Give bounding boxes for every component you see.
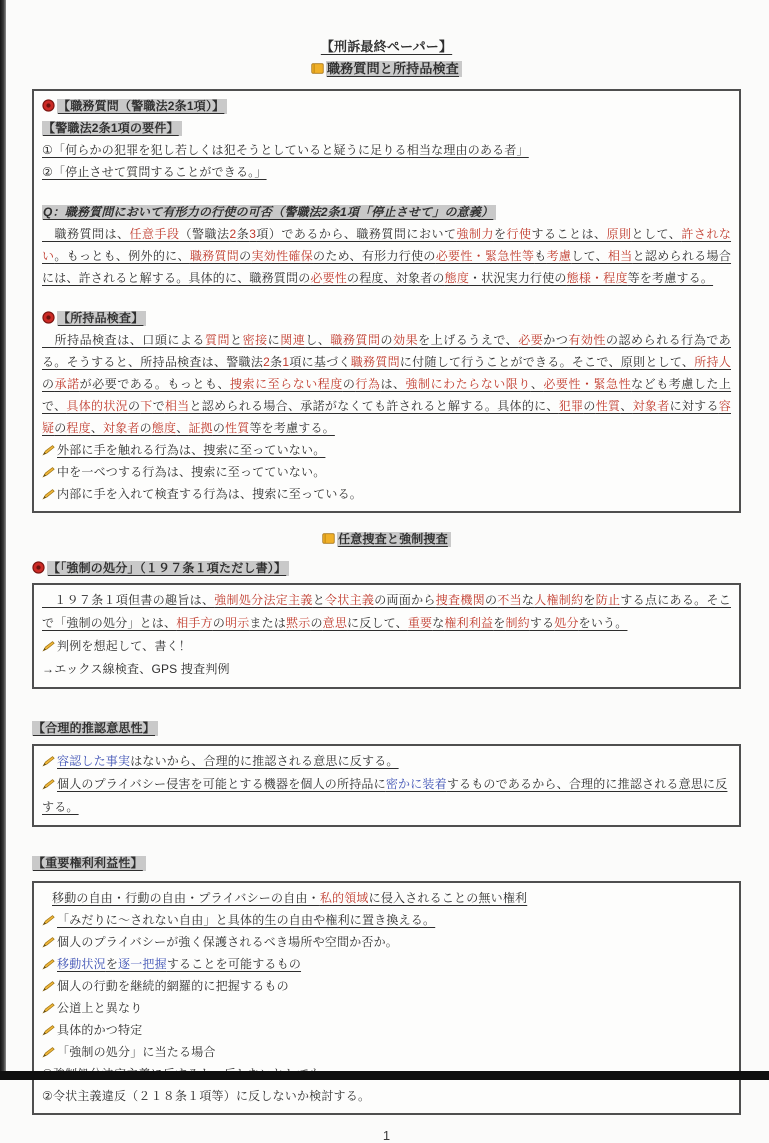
highlighted-text xyxy=(32,856,146,871)
box-kyosei-shobun xyxy=(32,583,741,689)
photo-bottom-edge xyxy=(0,1071,769,1080)
text-run: を上げるうえで、 xyxy=(418,333,519,347)
text-run: 容認した事実 xyxy=(57,754,131,768)
text-run: 、 xyxy=(90,421,104,435)
text-run: 防止 xyxy=(595,593,621,607)
document-page xyxy=(6,0,763,1143)
text-run: に付随して行うことができる。そこで、原則として、 xyxy=(399,355,695,369)
text-run: 性質 xyxy=(225,421,250,435)
text-run: 有効性 xyxy=(568,333,606,347)
highlighted-text xyxy=(42,121,182,136)
text-run: 職務質問 xyxy=(189,249,240,263)
text-run: ・状況実力行使の xyxy=(469,271,567,285)
text-run: ②令状主義違反（２１８条１項等）に反しないか検討する。 xyxy=(42,1089,371,1103)
text-run: 【「強制の処分」（１９７条１項ただし書）】 xyxy=(48,561,287,575)
text-run: Q：職務質問において有形力の行使の可否（警職法2条1項「停止させて」の意義） xyxy=(43,205,494,219)
text-run: 「みだりに～されない自由」と具体的生の自由や権利に置き換える。 xyxy=(57,913,436,927)
text-run: 強制力 xyxy=(456,227,494,241)
doc-line xyxy=(42,887,731,909)
text-run: は、 xyxy=(380,377,406,391)
red-target-icon xyxy=(42,311,55,324)
text-run: 許されない xyxy=(42,227,732,263)
text-run: 原則 xyxy=(606,227,632,241)
text-run: 関連 xyxy=(280,333,306,347)
pencil-icon xyxy=(42,487,55,500)
heading-gouriteki-suinin xyxy=(32,717,741,739)
text-run: １９７条１項但書の趣旨は、 xyxy=(42,593,215,607)
text-run: の xyxy=(239,249,252,263)
text-run: 密接 xyxy=(242,333,268,347)
text-run: 、 xyxy=(620,399,633,413)
heading-juyo-kenri xyxy=(32,852,741,874)
doc-line xyxy=(42,161,731,183)
page-number: 1 xyxy=(382,1128,391,1143)
text-run: 職務質問は、 xyxy=(42,227,130,241)
text-run: 意思 xyxy=(322,616,348,630)
text-run: 、 xyxy=(530,377,544,391)
text-run: と xyxy=(312,593,325,607)
blank-line xyxy=(42,289,731,307)
text-run: なども考慮した上で、 xyxy=(42,377,732,413)
section-juyo-kenri xyxy=(32,852,741,874)
red-target-icon xyxy=(42,99,55,112)
highlighted-text xyxy=(47,561,289,576)
text-run: を xyxy=(493,616,506,630)
heading-shojihin-kensa xyxy=(42,307,731,329)
page-title xyxy=(32,36,741,58)
text-run: 【警職法2条1項の要件】 xyxy=(43,121,179,135)
pencil-icon xyxy=(42,957,55,970)
text-run: の xyxy=(380,333,394,347)
text-run: 相当 xyxy=(164,399,190,413)
highlighted-text xyxy=(57,99,227,114)
text-run: 所持品検査は、口頭による xyxy=(42,333,205,347)
highlighted-text xyxy=(326,61,462,77)
text-run: することは、 xyxy=(531,227,607,241)
text-run: の xyxy=(484,593,498,607)
text-run: 黙示 xyxy=(286,616,311,630)
heading-kyosei-shobun xyxy=(32,557,741,579)
text-run: の両面から xyxy=(374,593,436,607)
heading-yoken xyxy=(42,117,731,139)
text-run: 対象者 xyxy=(632,399,670,413)
book-icon xyxy=(311,62,324,75)
text-run: 内部に手を入れて検査する行為は、捜索に至っている。 xyxy=(57,487,363,501)
text-run: として、 xyxy=(631,227,682,241)
text-run: 任意捜査と強制捜査 xyxy=(338,532,448,546)
text-run: に反して、 xyxy=(347,616,408,630)
text-run: 容疑 xyxy=(42,399,731,435)
text-run: 必要性・緊急性 xyxy=(543,377,632,391)
text-run: 個人のプライバシーが強く保護されるべき場所や空間か否か。 xyxy=(57,935,399,949)
text-run: して、 xyxy=(571,249,608,263)
doc-line xyxy=(42,439,731,461)
text-run: に xyxy=(267,333,281,347)
text-run: 3 xyxy=(249,227,257,241)
text-run: 強制処分法定主義 xyxy=(214,593,313,607)
text-run: 必要性 xyxy=(310,271,348,285)
text-run: 証拠 xyxy=(188,421,213,435)
text-run: と xyxy=(230,333,243,347)
blank-line xyxy=(42,183,731,201)
doc-line xyxy=(42,461,731,483)
text-run: 強制にわたらない限り xyxy=(405,377,531,391)
text-run: に侵入されることの無い権利 xyxy=(368,891,528,905)
text-run: に対する xyxy=(669,399,719,413)
section-kyosei-shobun xyxy=(32,557,741,579)
box-shokumu-shitsumon xyxy=(32,89,741,513)
text-run: 等を考慮する。 xyxy=(627,271,714,285)
text-run: が必要である。もっとも、 xyxy=(79,377,231,391)
text-run: 考慮 xyxy=(546,249,572,263)
text-run: の xyxy=(583,399,596,413)
text-run: の xyxy=(212,616,226,630)
text-run: 【職務質問（警職法2条1項）】 xyxy=(58,99,225,113)
text-run: 態度 xyxy=(151,421,177,435)
text-run: 、 xyxy=(176,421,189,435)
photo-left-edge xyxy=(0,0,6,1080)
doc-line xyxy=(42,329,731,439)
heading-q-yukeiryoku xyxy=(42,201,731,223)
doc-line xyxy=(42,1085,731,1107)
text-run: 承諾 xyxy=(54,377,80,391)
section-heading-nini-kyosei xyxy=(32,528,741,550)
text-run: 移動の自由・行動の自由・プライバシーの自由・ xyxy=(52,891,320,905)
text-run: を xyxy=(105,957,119,971)
text-run: 実効性確保 xyxy=(251,249,314,263)
text-run: 条 xyxy=(236,227,250,241)
text-run: 性質 xyxy=(595,399,621,413)
text-run: 【所持品検査】 xyxy=(58,311,144,325)
text-run: の xyxy=(127,399,141,413)
text-run: の認められる行為である。そうすると、所持品検査は、警職法 xyxy=(42,333,731,369)
page-subtitle xyxy=(32,58,741,80)
pencil-icon xyxy=(42,1023,55,1036)
text-run: 判例を想起して、書く！ xyxy=(57,639,191,653)
doc-line xyxy=(42,483,731,505)
book-icon xyxy=(322,532,335,545)
doc-line xyxy=(42,750,731,773)
text-run: 不当 xyxy=(497,593,522,607)
text-run: 程度 xyxy=(66,421,91,435)
highlighted-text xyxy=(32,721,158,736)
text-run: 項に基づく xyxy=(289,355,351,369)
text-run: 下 xyxy=(140,399,153,413)
text-run: 態様・程度 xyxy=(566,271,628,285)
text-run: し、 xyxy=(305,333,331,347)
red-target-icon xyxy=(32,561,45,574)
text-run: 必要 xyxy=(518,333,544,347)
text-run: （警職法 xyxy=(179,227,230,241)
text-run: 具体的状況 xyxy=(66,399,128,413)
text-run: と認められる場合、承諾がなくても許されると解する。具体的に、 xyxy=(189,399,559,413)
page-footer xyxy=(32,1128,741,1143)
highlighted-text xyxy=(57,311,146,326)
text-run: のため、有形力行使の xyxy=(313,249,436,263)
doc-line xyxy=(42,589,731,635)
text-run: の xyxy=(42,377,55,391)
text-run: 条 xyxy=(269,355,283,369)
text-run: または xyxy=(249,616,287,630)
text-run: 捜査機関 xyxy=(435,593,485,607)
text-run: 明示 xyxy=(225,616,250,630)
text-run: 行使 xyxy=(506,227,532,241)
doc-line xyxy=(42,931,731,953)
text-run: の程度、対象者の xyxy=(347,271,445,285)
text-run: 犯罪 xyxy=(558,399,584,413)
text-run: 令状主義 xyxy=(325,593,375,607)
pencil-icon xyxy=(42,913,55,926)
text-run: 私的領域 xyxy=(319,891,369,905)
text-run: な xyxy=(432,616,445,630)
text-run: 態度 xyxy=(444,271,470,285)
text-run: 等を考慮する。 xyxy=(249,421,335,435)
doc-header xyxy=(32,36,741,80)
text-run: を xyxy=(583,593,596,607)
text-run: 権利利益 xyxy=(444,616,494,630)
text-run: と認められる場合には、許されると解する。具体的に、職務質問の xyxy=(42,249,732,285)
text-run: 。もっとも、例外的に、 xyxy=(54,249,190,263)
text-run: ①「何らかの犯罪を犯し若しくは犯そうとしていると疑うに足りる相当な理由のある者」 xyxy=(42,143,529,157)
text-run: 【重要権利利益性】 xyxy=(33,856,143,870)
text-run: も xyxy=(534,249,547,263)
text-run: 相当 xyxy=(607,249,633,263)
pencil-icon xyxy=(42,1001,55,1014)
text-run: の xyxy=(342,377,356,391)
doc-line xyxy=(42,773,731,819)
text-run: 具体的かつ特定 xyxy=(57,1023,143,1037)
text-run: 職務質問と所持品検査 xyxy=(326,61,459,76)
text-run: 職務質問 xyxy=(330,333,381,347)
text-run: の xyxy=(139,421,152,435)
text-run: 「強制の処分」に当たる場合 xyxy=(57,1045,216,1059)
pencil-icon xyxy=(42,639,55,652)
text-run: 対象者 xyxy=(103,421,140,435)
text-run: 相手方 xyxy=(176,616,213,630)
text-run: ②「停止させて質問することができる。」 xyxy=(42,165,267,179)
text-run: な xyxy=(521,593,535,607)
pencil-icon xyxy=(42,443,55,456)
text-run: 質問 xyxy=(204,333,231,347)
pencil-icon xyxy=(42,935,55,948)
text-run: 2 xyxy=(229,227,237,241)
pencil-icon xyxy=(42,979,55,992)
text-run: かつ xyxy=(543,333,569,347)
pencil-icon xyxy=(42,777,55,790)
text-run: することを可能するもの xyxy=(166,957,302,971)
text-run: 【合理的推認意思性】 xyxy=(33,721,156,735)
text-run: 個人の行動を継続的網羅的に把握するもの xyxy=(57,979,289,993)
text-run: 制約 xyxy=(505,616,530,630)
text-run: で xyxy=(152,399,165,413)
text-run: 重要 xyxy=(407,616,433,630)
text-run: 職務質問 xyxy=(350,355,400,369)
text-run: 処分 xyxy=(554,616,579,630)
text-run: →エックス線検査、GPS 捜査判例 xyxy=(42,662,230,676)
box-gouriteki-suinin xyxy=(32,744,741,827)
highlighted-text xyxy=(42,205,496,220)
section-gouriteki-suinin xyxy=(32,717,741,739)
text-run: するものであるから、合理的に推認される意思に反する。 xyxy=(42,777,728,814)
heading-shokumu-shitsumon xyxy=(42,95,731,117)
text-run: 項）であるから、職務質問において xyxy=(256,227,457,241)
text-run: する点にある。そこで「強制の処分」とは、 xyxy=(42,593,731,630)
pencil-icon xyxy=(42,465,55,478)
text-run: 移動状況 xyxy=(57,957,106,971)
text-run: の xyxy=(310,616,323,630)
doc-line xyxy=(42,658,731,681)
text-run: の xyxy=(212,421,226,435)
highlighted-text xyxy=(337,532,451,547)
text-run: 密かに装着 xyxy=(385,777,447,791)
text-run: 任意手段 xyxy=(129,227,180,241)
text-run: 捜索に至らない程度 xyxy=(230,377,343,391)
text-run: をいう。 xyxy=(578,616,628,630)
text-run: 1 xyxy=(282,355,290,369)
doc-line xyxy=(42,953,731,975)
doc-line xyxy=(42,635,731,658)
doc-line xyxy=(42,909,731,931)
doc-line xyxy=(42,1041,731,1063)
text-run: 所持人 xyxy=(694,355,731,369)
text-run: 中を一べつする行為は、捜索に至ってていない。 xyxy=(57,465,326,479)
doc-line xyxy=(42,997,731,1019)
text-run: 必要性・緊急性等 xyxy=(435,249,535,263)
text-run: する xyxy=(529,616,555,630)
pencil-icon xyxy=(42,754,55,767)
text-run: 効果 xyxy=(393,333,419,347)
section-nini-kyosei xyxy=(32,528,741,550)
text-run: 2 xyxy=(263,355,270,369)
text-run: 逐一把握 xyxy=(118,957,167,971)
doc-line xyxy=(42,1019,731,1041)
text-run: はないから、合理的に推認される意思に反する。 xyxy=(130,754,399,768)
text-run: 【刑訴最終ペーパー】 xyxy=(320,39,453,54)
text-run: 個人のプライバシー侵害を可能とする機器を個人の所持品に xyxy=(57,777,386,791)
text-run: 人権制約 xyxy=(534,593,584,607)
pencil-icon xyxy=(42,1045,55,1058)
text-run: 公道上と異なり xyxy=(57,1001,143,1015)
doc-line xyxy=(42,223,731,289)
text-run: 行為 xyxy=(355,377,381,391)
text-run: 外部に手を触れる行為は、捜索に至っていない。 xyxy=(57,443,326,457)
doc-line xyxy=(42,975,731,997)
doc-line xyxy=(42,139,731,161)
text-run: の xyxy=(54,421,67,435)
text-run: を xyxy=(493,227,507,241)
